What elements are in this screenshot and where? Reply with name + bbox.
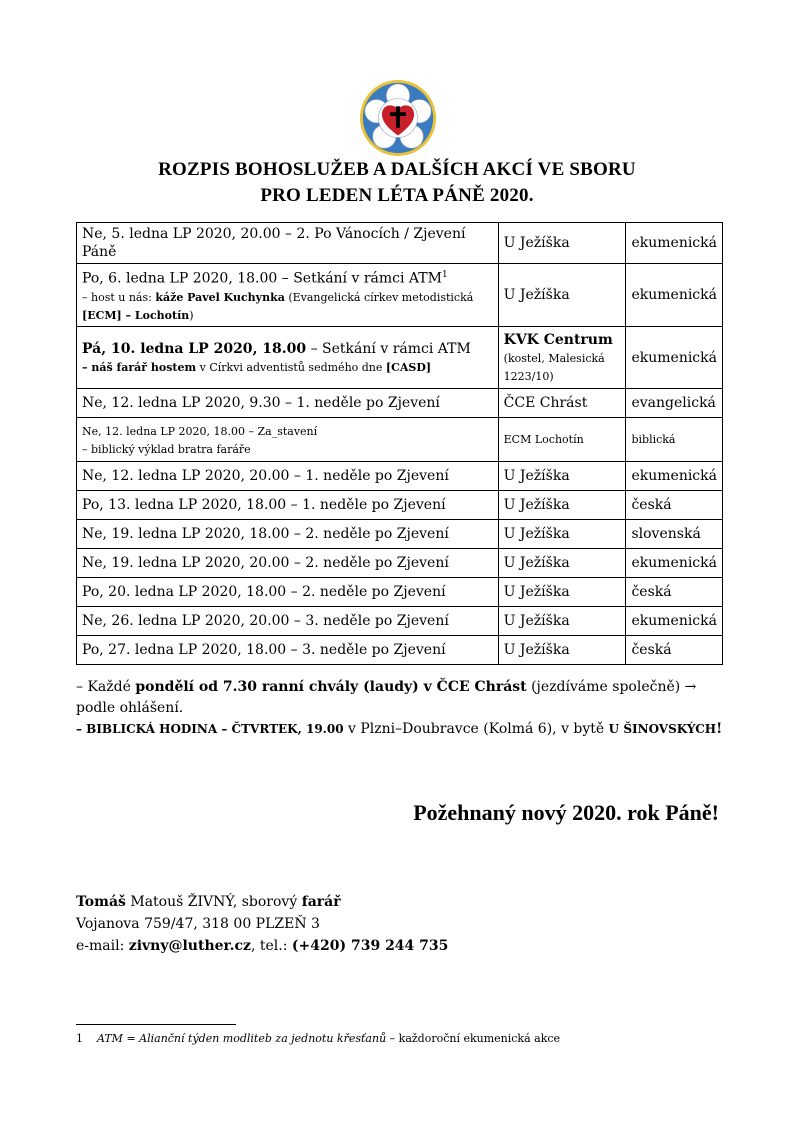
table-row	[77, 636, 723, 665]
table-row	[77, 223, 723, 264]
notes-block	[76, 677, 726, 740]
table-row	[77, 578, 723, 607]
event-cell: Ne, 12. ledna LP 2020, 20.00 – 1. neděle po Zjevení	[77, 462, 499, 491]
place-cell: U Ježíška	[498, 264, 626, 327]
signature-address: Vojanova 759/47, 318 00 PLZEŇ 3	[76, 916, 320, 932]
place-detail: (kostel, Malesická 1223/10)	[503, 351, 605, 383]
kind-cell: česká	[626, 636, 723, 665]
event-cell: Ne, 5. ledna LP 2020, 20.00 – 2. Po Vánocích / Zjevení Páně	[77, 223, 499, 264]
event-cell	[77, 418, 499, 462]
table-row	[77, 462, 723, 491]
kind-cell: ekumenická	[626, 327, 723, 389]
note2-bold2: U ŠINOVSKÝCH	[608, 722, 717, 736]
place-cell: U Ježíška	[498, 549, 626, 578]
event-cell: Po, 27. ledna LP 2020, 18.00 – 3. neděle po Zjevení	[77, 636, 499, 665]
footnote	[76, 1032, 560, 1045]
table-row	[77, 389, 723, 418]
event-subtext	[82, 291, 473, 322]
note1-rest: (jezdíváme společně) → podle ohlášení.	[76, 679, 697, 716]
event-cell: Ne, 12. ledna LP 2020, 9.30 – 1. neděle po Zjevení	[77, 389, 499, 418]
event-cell	[77, 264, 499, 327]
blessing-text: Požehnaný nový 2020. rok Páně!	[413, 800, 719, 825]
subtext-rest: (Evangelická církev metodistická	[284, 290, 474, 304]
footnote-mark: 1	[441, 270, 448, 281]
email-label: e-mail:	[76, 938, 129, 954]
note2-rest: v Plzni–Doubravce (Kolmá 6), v bytě	[343, 721, 609, 737]
event-date-bold: Pá, 10. ledna LP 2020	[82, 340, 253, 357]
footnote-number: 1	[76, 1032, 83, 1045]
place-cell: U Ježíška	[498, 520, 626, 549]
event-rest: – Setkání v rámci ATM	[306, 340, 471, 357]
luther-rose-logo-icon	[359, 79, 437, 157]
subtext-prefix: – host u nás:	[82, 290, 156, 304]
note1-bold: pondělí od 7.30 ranní chvály (laudy) v ČCE Chrást	[135, 679, 527, 695]
signature-role-prefix: , sborový	[232, 894, 302, 910]
subtext-bold: – náš farář hostem	[82, 360, 197, 374]
event-cell: Ne, 19. ledna LP 2020, 20.00 – 2. neděle po Zjevení	[77, 549, 499, 578]
signature-contact-line	[76, 935, 448, 957]
footnote-rest: – každoroční ekumenická akce	[386, 1032, 561, 1045]
kind-cell: ekumenická	[626, 223, 723, 264]
table-row	[77, 520, 723, 549]
footnote-italic: ATM = Alianční týden modliteb za jednotu křesťanů	[97, 1032, 387, 1045]
place-cell: U Ježíška	[498, 607, 626, 636]
subtext-bold2: [CASD]	[385, 360, 432, 374]
document-title-line2: PRO LEDEN LÉTA PÁNĚ 2020.	[260, 185, 534, 206]
tel-label: , tel.:	[250, 938, 292, 954]
event-cell: Po, 20. ledna LP 2020, 18.00 – 2. neděle po Zjevení	[77, 578, 499, 607]
table-row	[77, 418, 723, 462]
phone-number: (+420) 739 244 735	[291, 938, 449, 954]
event-subtext: – biblický výklad bratra faráře	[82, 442, 251, 456]
place-cell: U Ježíška	[498, 578, 626, 607]
event-cell	[77, 327, 499, 389]
event-cell: Po, 13. ledna LP 2020, 18.00 – 1. neděle po Zjevení	[77, 491, 499, 520]
document-title-line1: ROZPIS BOHOSLUŽEB A DALŠÍCH AKCÍ VE SBORU	[158, 159, 636, 180]
subtext-bold2: [ECM] – Lochotín	[82, 308, 190, 322]
table-row	[77, 264, 723, 327]
note-morning-prayer	[76, 677, 726, 719]
signature-role: farář	[301, 894, 341, 910]
signature-name-line	[76, 891, 448, 913]
table-row	[77, 327, 723, 389]
kind-cell: biblická	[626, 418, 723, 462]
note2-end: !	[716, 721, 723, 737]
event-time: , 18.00	[252, 340, 307, 357]
kind-cell: ekumenická	[626, 549, 723, 578]
kind-cell: ekumenická	[626, 462, 723, 491]
table-row	[77, 549, 723, 578]
place-cell: U Ježíška	[498, 223, 626, 264]
kind-cell: česká	[626, 578, 723, 607]
event-cell: Ne, 19. ledna LP 2020, 18.00 – 2. neděle po Zjevení	[77, 520, 499, 549]
kind-cell: evangelická	[626, 389, 723, 418]
place-cell	[498, 327, 626, 389]
table-row	[77, 491, 723, 520]
email-link[interactable]: zivny@luther.cz	[128, 938, 251, 954]
kind-cell: ekumenická	[626, 264, 723, 327]
signature-block	[76, 891, 448, 957]
note2-bold: – BIBLICKÁ HODINA – ČTVRTEK, 19.00	[76, 722, 344, 736]
event-text: Po, 6. ledna LP 2020, 18.00 – Setkání v rámci ATM	[82, 270, 442, 287]
subtext-rest: v Církvi adventistů sedmého dne	[196, 360, 386, 374]
place-cell: U Ježíška	[498, 636, 626, 665]
signature-middle-name: Matouš	[125, 894, 188, 910]
place-cell: ECM Lochotín	[498, 418, 626, 462]
signature-first-name: Tomáš	[76, 894, 126, 910]
subtext-end: )	[189, 308, 194, 322]
kind-cell: ekumenická	[626, 607, 723, 636]
footnote-divider	[76, 1024, 236, 1025]
table-row	[77, 607, 723, 636]
schedule-table	[76, 222, 723, 665]
place-name: KVK Centrum	[503, 331, 613, 348]
event-text: Ne, 12. ledna LP 2020, 18.00 – Za_stavení	[82, 424, 318, 438]
place-cell: ČCE Chrást	[498, 389, 626, 418]
note-bible-hour	[76, 719, 726, 740]
place-cell: U Ježíška	[498, 491, 626, 520]
kind-cell: slovenská	[626, 520, 723, 549]
note1-prefix: – Každé	[76, 679, 136, 695]
subtext-bold: káže Pavel Kuchynka	[155, 290, 285, 304]
place-cell: U Ježíška	[498, 462, 626, 491]
event-cell: Ne, 26. ledna LP 2020, 20.00 – 3. neděle po Zjevení	[77, 607, 499, 636]
signature-surname: ŽIVNÝ	[187, 894, 233, 910]
event-subtext	[82, 361, 431, 374]
kind-cell: česká	[626, 491, 723, 520]
